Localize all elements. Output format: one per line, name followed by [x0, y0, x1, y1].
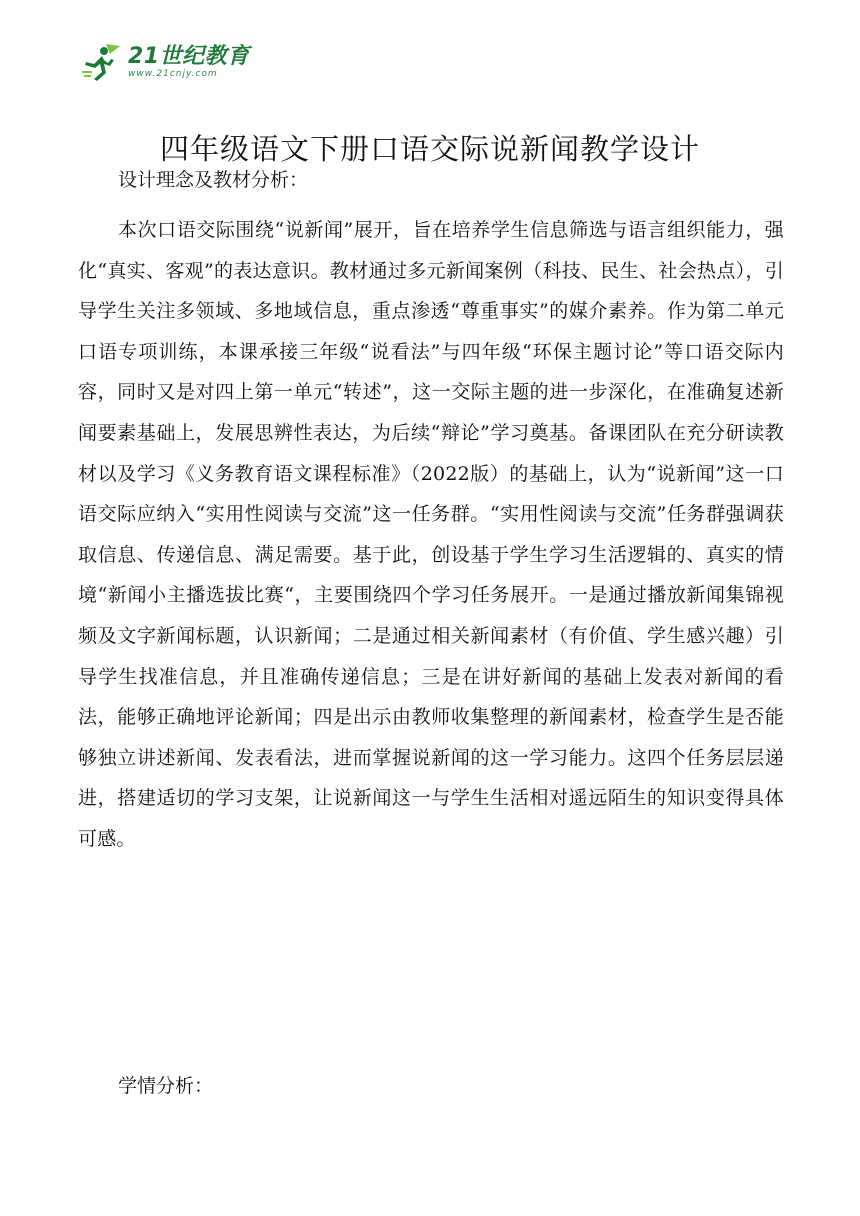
logo-url: www.21cnjy.com [128, 68, 218, 79]
document-title: 四年级语文下册口语交际说新闻教学设计 [159, 132, 700, 167]
brand-logo [80, 40, 250, 84]
section-heading-design-rationale: 设计理念及教材分析： [118, 169, 309, 191]
section-heading-learner-analysis: 学情分析： [118, 1075, 214, 1097]
document-body [78, 160, 784, 860]
runner-logo-icon [80, 42, 124, 82]
logo-wordmark: 21世纪教育 [128, 43, 250, 69]
paragraph-design-rationale: 本次口语交际围绕“说新闻”展开，旨在培养学生信息筛选与语言组织能力，强化“真实、客观”的表达意识。教材通过多元新闻案例（科技、民生、社会热点），引导学生关注多领域、多地域信息，重点渗透“尊重事实”的媒介素养。作为第二单元口语专项训练，本课承接三年级“说看法”与四年级“环保主题讨论”等口语交际内容，同时又是对四上第一单元“转述”，这一交际主题的进一步深化，在准确复述新闻要素基础上，发展思辨性表达，为后续“辩论”学习奠基。备课团队在充分研读教材以及学习《义务教育语文课程标准》（2022版）的基础上，认为“说新闻”这一口语交际应纳入“实用性阅读与交流”这一任务群。“实用性阅读与交流”任务群强调获取信息、传递信息、满足需要。基于此，创设基于学生学习生活逻辑的、真实的情境“新闻小主播选拔比赛“，主要围绕四个学习任务展开。一是通过播放新闻集锦视频及文字新闻标题，认识新闻；二是通过相关新闻素材（有价值、学生感兴趣）引导学生找准信息，并且准确传递信息；三是在讲好新闻的基础上发表对新闻的看法，能够正确地评论新闻；四是出示由教师收集整理的新闻素材，检查学生是否能够独立讲述新闻、发表看法，进而掌握说新闻的这一学习能力。这四个任务层层递进，搭建适切的学习支架，让说新闻这一与学生生活相对遥远陌生的知识变得具体可感。 [78, 219, 784, 850]
